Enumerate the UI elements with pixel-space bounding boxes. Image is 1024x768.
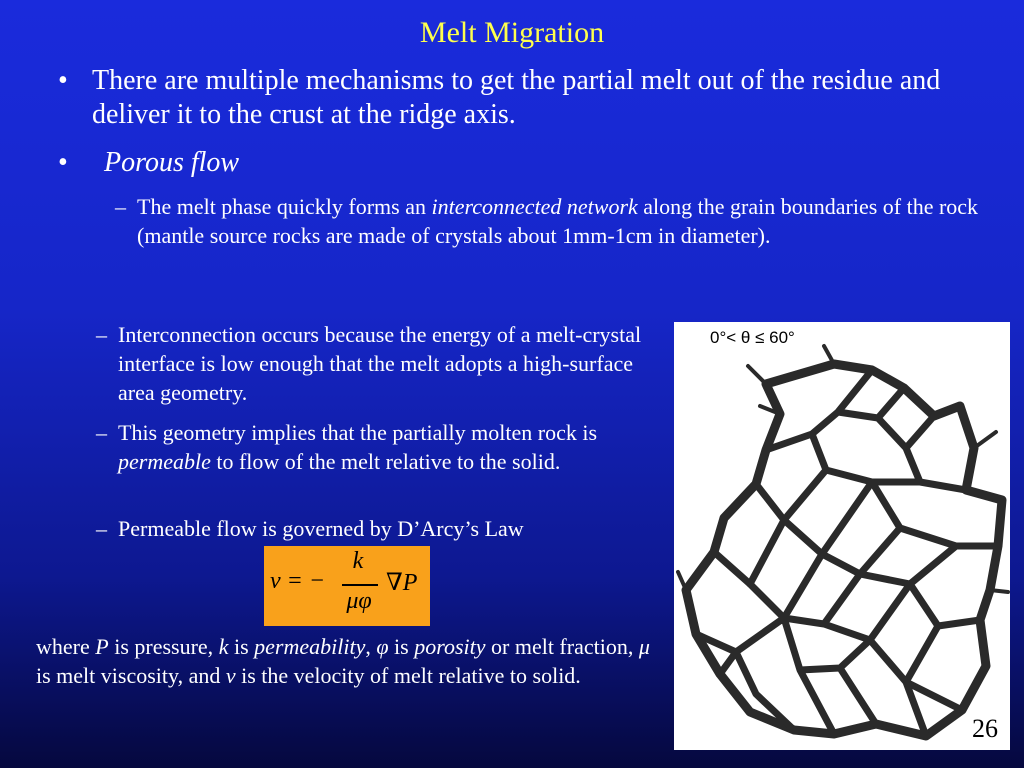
- sub-bullet-text: Interconnection occurs because the energy of a melt-crystal interface is low enough that the melt adopts a high-surface area geometry.: [118, 322, 642, 405]
- text-run: is melt viscosity, and: [36, 663, 226, 688]
- melt-channel: [696, 618, 962, 736]
- slide-title: Melt Migration: [419, 16, 605, 49]
- formula-lhs: v = −: [270, 568, 326, 594]
- bullet-text: Porous flow: [104, 147, 240, 178]
- sub-bullet-marker: –: [96, 420, 107, 445]
- emphasis-permeable: permeable: [118, 449, 211, 474]
- formula-rhs: P: [402, 570, 418, 596]
- formula-numerator: k: [352, 548, 364, 574]
- melt-network-drawing: [674, 322, 1010, 750]
- text-run: The melt phase quickly forms an: [137, 194, 432, 219]
- var-v: v: [225, 663, 236, 688]
- term-permeability: permeability: [254, 634, 366, 659]
- bullet-mechanisms: [58, 64, 978, 134]
- sub-bullet-text: Permeable flow is governed by D’Arcy’s Law: [118, 516, 524, 541]
- var-phi: φ: [376, 634, 389, 659]
- var-p: P: [95, 634, 109, 659]
- bullet-marker: •: [58, 147, 68, 178]
- nabla-symbol: ∇: [386, 570, 403, 596]
- fraction-bar: [342, 584, 378, 586]
- sub-bullet-marker: –: [96, 322, 107, 347]
- var-mu: μ: [638, 634, 650, 659]
- bullet-marker: •: [58, 65, 68, 96]
- sub-bullet-marker: –: [115, 194, 126, 219]
- sub-bullet-text: [118, 418, 652, 476]
- bullet-text: There are multiple mechanisms to get the partial melt out of the residue and deliver it to the crust at the ridge axis.: [92, 65, 941, 130]
- text-run: or melt fraction,: [485, 634, 639, 659]
- bullet-porous-flow: [58, 146, 458, 182]
- variable-description: [36, 632, 660, 690]
- text-run: is: [388, 634, 415, 659]
- text-run: is the velocity of melt relative to solid.: [235, 663, 581, 688]
- text-run: is: [228, 634, 255, 659]
- darcy-law-formula: [264, 546, 430, 626]
- sub-bullet-text: [137, 192, 979, 250]
- melt-network-figure: [674, 322, 1010, 750]
- formula-denominator: μφ: [346, 588, 372, 614]
- var-k: k: [218, 634, 229, 659]
- text-run: to flow of the melt relative to the solid.: [210, 449, 561, 474]
- text-run: along the grain boundaries of the rock (mantle source rocks are made of crystals about 1mm-1cm in diameter).: [137, 194, 979, 248]
- term-porosity: porosity: [414, 634, 486, 659]
- text-run: is pressure,: [108, 634, 219, 659]
- contact-angle-label: 0°< θ ≤ 60°: [710, 328, 795, 347]
- emphasis-interconnected-network: interconnected network: [431, 194, 638, 219]
- melt-channel: [678, 346, 1008, 592]
- page-number: 26: [972, 714, 998, 743]
- text-run: where: [36, 634, 96, 659]
- sub-bullet-marker: –: [96, 516, 107, 541]
- text-run: ,: [365, 634, 377, 659]
- melt-channel: [766, 370, 966, 490]
- text-run: This geometry implies that the partially molten rock is: [118, 420, 598, 445]
- formula-gradient: [386, 568, 417, 597]
